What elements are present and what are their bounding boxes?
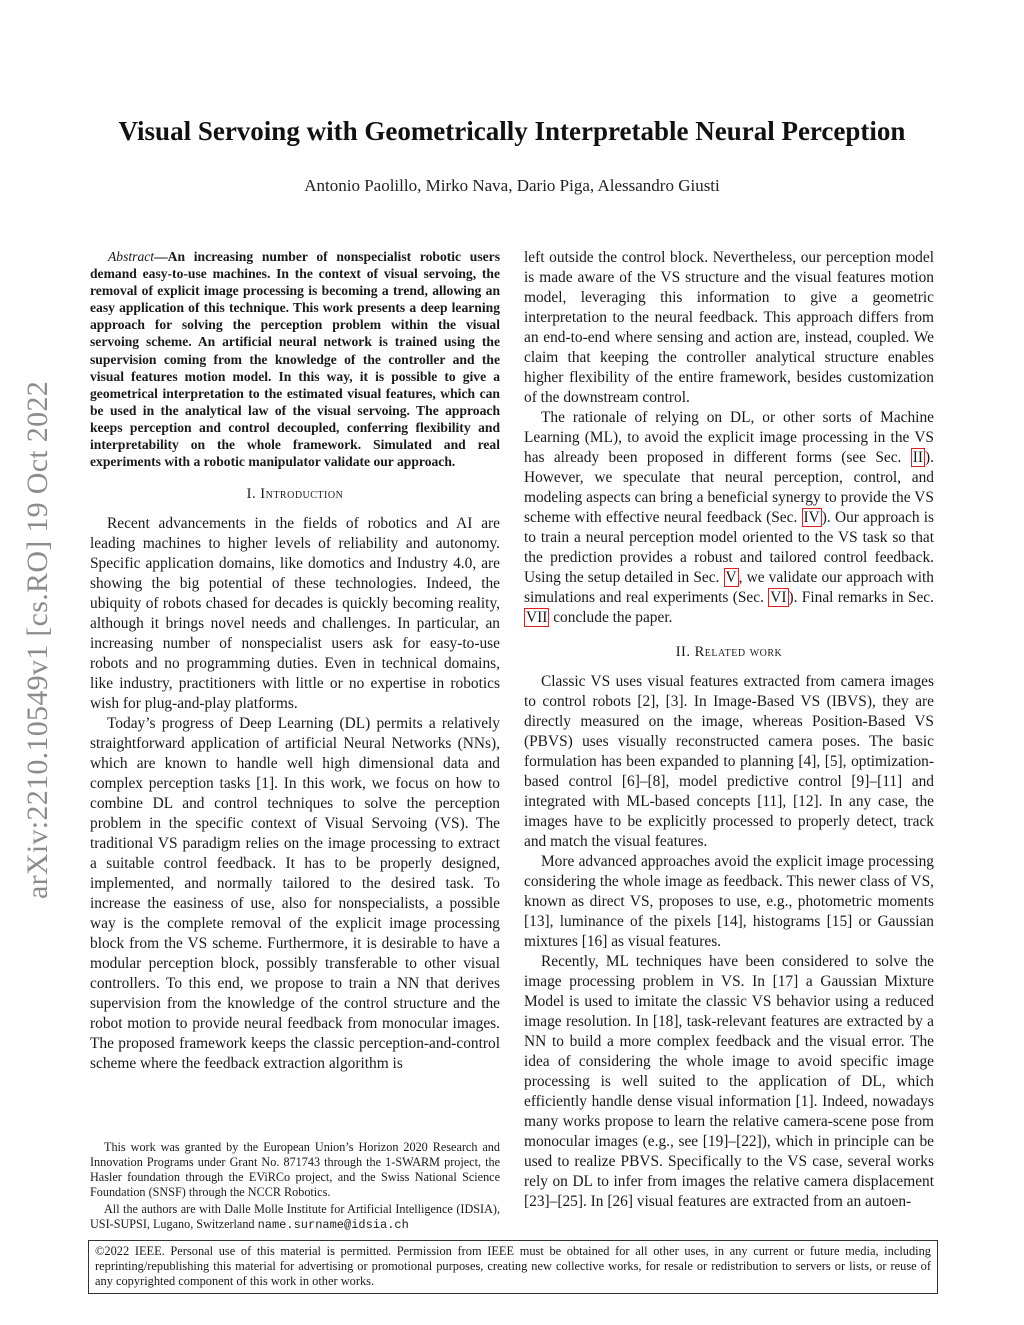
author-list: Antonio Paolillo, Mirko Nava, Dario Piga, Alessandro Giusti [304, 176, 720, 195]
paper-title: Visual Servoing with Geometrically Interpretable Neural Perception [118, 116, 906, 146]
text-run: ). Our approach is to train a neural perception model oriented to the VS task so that the prediction provides a robust and tailored control feedback. Using the setup detailed in Sec. [524, 509, 934, 586]
section-number: I. [246, 486, 257, 503]
section-heading-introduction [90, 484, 500, 504]
abstract-label: Abstract [108, 249, 155, 264]
copyright-notice: ©2022 IEEE. Personal use of this material is permitted. Permission from IEEE must be obtained for all other uses, in any current or future media, including reprinting/republishing this material for advertising or promotional purposes, creating new collective works, for resale or redistribution to servers or lists, or reuse of any copyrighted component of this work in other works. [88, 1240, 938, 1294]
text-run: ). Final remarks in Sec. [788, 589, 934, 606]
section-link-v[interactable]: V [725, 569, 737, 586]
section-link-iv[interactable]: IV [803, 509, 820, 526]
affiliation-note [90, 1202, 500, 1233]
paragraph: More advanced approaches avoid the explicit image processing considering the whole image as feedback. This newer class of VS, known as direct VS, proposes to use, e.g., photometric moments [13], luminance of the pixels [14], histograms [15] or Gaussian mixtures [16] as visual features. [524, 853, 934, 950]
abstract [90, 248, 500, 470]
paragraph: Recently, ML techniques have been considered to solve the image processing problem in VS. In [17] a Gaussian Mixture Model is used to imitate the classic VS behavior using a reduced image resolution. In [18], task-relevant features are extracted by a NN to build a more complex feedback and the visual error. The idea of considering the whole image to avoid specific image processing is well suited to the application of DL, which efficiently handle dense visual information [1]. Indeed, nowadays many works propose to learn the relative camera-scene pose from monocular images (e.g., see [19]–[22]), which in principle can be used to realize PBVS. Specifically to the VS case, several works rely on DL to infer from images the relative camera displacement [23]–[25]. In [26] visual features are extracted from an autoen- [524, 953, 934, 1210]
section-link-vii[interactable]: VII [526, 609, 548, 626]
arxiv-identifier: arXiv:2210.10549v1 [cs.RO] 19 Oct 2022 [21, 380, 54, 900]
paragraph: Classic VS uses visual features extracted from camera images to control robots [2], [3]. In Image-Based VS (IBVS), they are directly measured on the image, whereas Position-Based VS (PBVS) uses visually reconstructed camera poses. The basic formulation has been expanded to planning [4], [5], optimization-based control [6]–[8], model predictive control [9]–[11] and integrated with ML-based concepts [11], [12]. In any case, the images have to be explicitly processed to properly detect, track and match the visual features. [524, 673, 934, 850]
paragraph: left outside the control block. Nevertheless, our perception model is made aware of the VS structure and the visual features motion model, leveraging this information to give a geometric interpretation to the neural feedback. This approach differs from an end-to-end where sensing and action are, instead, coupled. We claim that keeping the controller analytical structure enables higher flexibility of the entire framework, besides customization of the downstream control. [524, 249, 934, 406]
text-run: conclude the paper. [549, 609, 673, 626]
left-column [90, 248, 500, 1074]
footnote [90, 1140, 500, 1235]
paragraph: Recent advancements in the fields of robotics and AI are leading machines to higher levels of reliability and autonomy. Specific application domains, like domotics and Industry 4.0, are showing the big potential of these technologies. Indeed, the ubiquity of robots chased for decades is quickly becoming reality, although it brings novel needs and challenges. In particular, an increasing number of nonspecialist users ask for easy-to-use robots and no programming duties. Even in technical domains, like industry, practitioners with little or no expertise in robotics wish for plug-and-play platforms. [90, 515, 500, 713]
section-title: Related work [694, 644, 783, 660]
abstract-text: An increasing number of nonspecialist robotic users demand easy-to-use machines. In the context of visual servoing, the removal of explicit image processing is becoming a trend, allowing an easy application of this technique. This work presents a deep learning approach for solving the perception problem within the visual servoing scheme. An artificial neural network is trained using the supervision coming from the knowledge of the controller and the visual features motion model. In this way, it is possible to give a geometrical interpretation to the estimated visual features, which can be used in the analytical law of the visual servoing. The approach keeps perception and control decoupled, conferring flexibility and interpretability on the whole framework. Simulated and real experiments with a robotic manipulator validate our approach. [90, 249, 500, 470]
right-column [524, 248, 934, 1212]
email-address: name.surname@idsia.ch [257, 1218, 409, 1232]
paragraph [524, 408, 934, 628]
funding-note: This work was granted by the European Union’s Horizon 2020 Research and Innovation Programs under Grant No. 871743 through the 1-SWARM project, the Hasler foundation through the EViRCo project, and the Swiss National Science Foundation (SNSF) through the NCCR Robotics. [90, 1140, 500, 1199]
section-number: II. [675, 644, 691, 660]
section-heading-related-work [524, 642, 934, 662]
section-link-vi[interactable]: VI [770, 589, 787, 606]
abstract-dash: — [154, 249, 168, 264]
text-run: , we validate our approach with simulations and real experiments (Sec. [524, 569, 934, 606]
affiliation-text: All the authors are with Dalle Molle Institute for Artificial Intelligence (IDSIA), USI-SUPSI, Lugano, Switzerland [90, 1202, 500, 1231]
text-run: The rationale of relying on DL, or other sorts of Machine Learning (ML), to avoid the explicit image processing in the VS has already been proposed in different forms (see Sec. [524, 409, 934, 466]
text-run: ). However, we speculate that neural perception, control, and modeling aspects can bring a beneficial synergy to provide the VS scheme with effective neural feedback (Sec. [524, 449, 934, 526]
section-link-ii[interactable]: II [912, 449, 924, 466]
paragraph: Today’s progress of Deep Learning (DL) permits a relatively straightforward application of artificial Neural Networks (NNs), which are known to handle well high dimensional data and complex perception tasks [1]. In this work, we focus on how to combine DL and control techniques to solve the perception problem in the specific context of Visual Servoing (VS). The traditional VS paradigm relies on the image processing to extract a suitable control feedback. It has to be properly designed, implemented, and normally tailored to the desired task. To increase the easiness of use, also for nonspecialists, a possible way is the complete removal of the explicit image processing block from the VS scheme. Furthermore, it is desirable to have a modular perception block, possibly transferable to other visual controllers. To this end, we propose to train a NN that derives supervision from the knowledge of the control structure and the robot motion to provide neural feedback from monocular images. The proposed framework keeps the classic perception-and-control scheme where the feedback extraction algorithm is [90, 715, 500, 1073]
section-title: Introduction [260, 486, 344, 503]
